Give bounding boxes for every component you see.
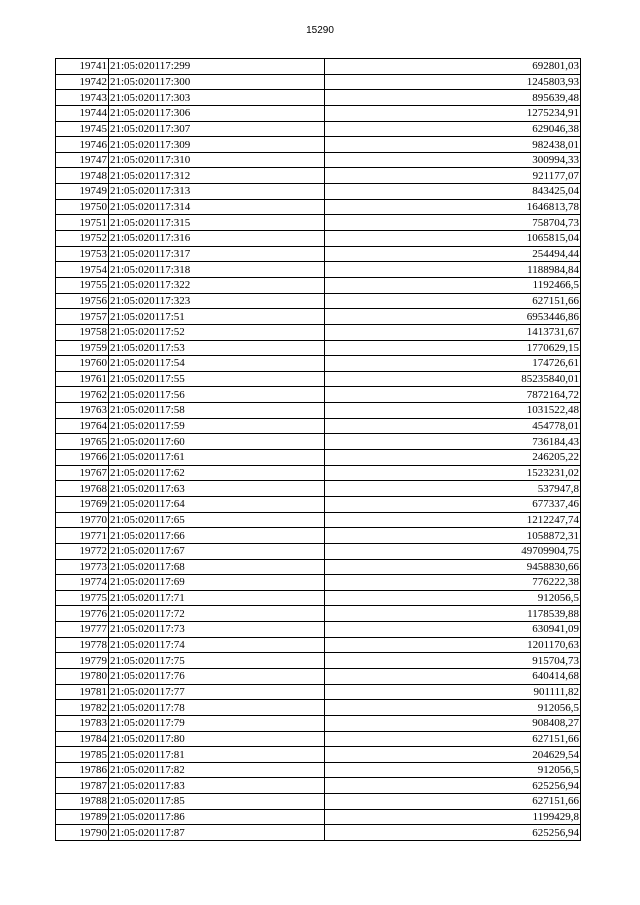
cadastral-value-cell: 692801,03 — [325, 59, 581, 75]
row-number-cell: 19744 — [56, 105, 109, 121]
cadastral-value-cell: 843425,04 — [325, 184, 581, 200]
row-number-cell: 19759 — [56, 340, 109, 356]
row-number-cell: 19764 — [56, 418, 109, 434]
table-row — [56, 700, 581, 716]
cadastral-value-cell: 895639,48 — [325, 90, 581, 106]
table-row — [56, 356, 581, 372]
row-number-cell: 19752 — [56, 231, 109, 247]
row-number-cell: 19787 — [56, 778, 109, 794]
table-row — [56, 371, 581, 387]
cadastral-number-cell: 21:05:020117:80 — [109, 731, 325, 747]
table-body — [56, 59, 581, 841]
table-row — [56, 121, 581, 137]
table-row — [56, 184, 581, 200]
row-number-cell: 19790 — [56, 825, 109, 841]
table-row — [56, 809, 581, 825]
cadastral-value-cell: 1192466,5 — [325, 277, 581, 293]
cadastral-value-cell: 174726,61 — [325, 356, 581, 372]
cadastral-number-cell: 21:05:020117:60 — [109, 434, 325, 450]
cadastral-value-cell: 915704,73 — [325, 653, 581, 669]
row-number-cell: 19763 — [56, 403, 109, 419]
table-row — [56, 137, 581, 153]
cadastral-number-cell: 21:05:020117:77 — [109, 684, 325, 700]
row-number-cell: 19754 — [56, 262, 109, 278]
table-row — [56, 465, 581, 481]
table-row — [56, 543, 581, 559]
cadastral-value-cell: 901111,82 — [325, 684, 581, 700]
table-row — [56, 481, 581, 497]
cadastral-number-cell: 21:05:020117:85 — [109, 794, 325, 810]
cadastral-value-cell: 1212247,74 — [325, 512, 581, 528]
cadastral-number-cell: 21:05:020117:68 — [109, 559, 325, 575]
row-number-cell: 19779 — [56, 653, 109, 669]
table-row — [56, 293, 581, 309]
cadastral-number-cell: 21:05:020117:83 — [109, 778, 325, 794]
table-row — [56, 778, 581, 794]
row-number-cell: 19745 — [56, 121, 109, 137]
cadastral-value-cell: 1275234,91 — [325, 105, 581, 121]
table-row — [56, 403, 581, 419]
cadastral-number-cell: 21:05:020117:309 — [109, 137, 325, 153]
table-row — [56, 152, 581, 168]
row-number-cell: 19778 — [56, 637, 109, 653]
cadastral-number-cell: 21:05:020117:317 — [109, 246, 325, 262]
row-number-cell: 19753 — [56, 246, 109, 262]
cadastral-number-cell: 21:05:020117:82 — [109, 762, 325, 778]
cadastral-value-cell: 300994,33 — [325, 152, 581, 168]
cadastral-value-cell: 537947,8 — [325, 481, 581, 497]
row-number-cell: 19760 — [56, 356, 109, 372]
cadastral-value-cell: 246205,22 — [325, 450, 581, 466]
row-number-cell: 19766 — [56, 450, 109, 466]
table-row — [56, 74, 581, 90]
table-row — [56, 90, 581, 106]
cadastral-value-cell: 1201170,63 — [325, 637, 581, 653]
row-number-cell: 19783 — [56, 715, 109, 731]
cadastral-value-cell: 736184,43 — [325, 434, 581, 450]
page-number: 15290 — [306, 25, 334, 36]
row-number-cell: 19756 — [56, 293, 109, 309]
cadastral-number-cell: 21:05:020117:71 — [109, 590, 325, 606]
cadastral-number-cell: 21:05:020117:79 — [109, 715, 325, 731]
table-row — [56, 590, 581, 606]
row-number-cell: 19746 — [56, 137, 109, 153]
cadastral-value-cell: 1031522,48 — [325, 403, 581, 419]
cadastral-value-cell: 9458830,66 — [325, 559, 581, 575]
row-number-cell: 19761 — [56, 371, 109, 387]
cadastral-number-cell: 21:05:020117:62 — [109, 465, 325, 481]
cadastral-number-cell: 21:05:020117:300 — [109, 74, 325, 90]
table-row — [56, 324, 581, 340]
cadastral-number-cell: 21:05:020117:74 — [109, 637, 325, 653]
cadastral-number-cell: 21:05:020117:67 — [109, 543, 325, 559]
table-row — [56, 340, 581, 356]
table-row — [56, 450, 581, 466]
table-row — [56, 418, 581, 434]
cadastral-value-cell: 1413731,67 — [325, 324, 581, 340]
cadastral-number-cell: 21:05:020117:55 — [109, 371, 325, 387]
cadastral-value-cell: 758704,73 — [325, 215, 581, 231]
cadastral-number-cell: 21:05:020117:69 — [109, 575, 325, 591]
row-number-cell: 19788 — [56, 794, 109, 810]
table-row — [56, 606, 581, 622]
table-row — [56, 105, 581, 121]
cadastral-value-cell: 6953446,86 — [325, 309, 581, 325]
table-row — [56, 246, 581, 262]
table-row — [56, 762, 581, 778]
table-row — [56, 559, 581, 575]
table-row — [56, 309, 581, 325]
row-number-cell: 19772 — [56, 543, 109, 559]
row-number-cell: 19775 — [56, 590, 109, 606]
cadastral-number-cell: 21:05:020117:78 — [109, 700, 325, 716]
cadastral-value-cell: 640414,68 — [325, 668, 581, 684]
cadastral-value-cell: 1770629,15 — [325, 340, 581, 356]
row-number-cell: 19769 — [56, 496, 109, 512]
cadastral-number-cell: 21:05:020117:86 — [109, 809, 325, 825]
cadastral-number-cell: 21:05:020117:51 — [109, 309, 325, 325]
cadastral-number-cell: 21:05:020117:72 — [109, 606, 325, 622]
cadastral-value-cell: 254494,44 — [325, 246, 581, 262]
table-row — [56, 59, 581, 75]
cadastral-value-cell: 1523231,02 — [325, 465, 581, 481]
table-row — [56, 277, 581, 293]
cadastral-number-cell: 21:05:020117:310 — [109, 152, 325, 168]
cadastral-number-cell: 21:05:020117:81 — [109, 747, 325, 763]
table-row — [56, 168, 581, 184]
row-number-cell: 19741 — [56, 59, 109, 75]
cadastral-value-cell: 454778,01 — [325, 418, 581, 434]
cadastral-number-cell: 21:05:020117:54 — [109, 356, 325, 372]
row-number-cell: 19747 — [56, 152, 109, 168]
cadastral-number-cell: 21:05:020117:56 — [109, 387, 325, 403]
table-row — [56, 825, 581, 841]
row-number-cell: 19774 — [56, 575, 109, 591]
cadastral-value-cell: 7872164,72 — [325, 387, 581, 403]
cadastral-number-cell: 21:05:020117:307 — [109, 121, 325, 137]
row-number-cell: 19777 — [56, 622, 109, 638]
cadastral-value-cell: 908408,27 — [325, 715, 581, 731]
cadastral-number-cell: 21:05:020117:318 — [109, 262, 325, 278]
cadastral-value-cell: 629046,38 — [325, 121, 581, 137]
row-number-cell: 19784 — [56, 731, 109, 747]
row-number-cell: 19767 — [56, 465, 109, 481]
table-row — [56, 512, 581, 528]
cadastral-number-cell: 21:05:020117:53 — [109, 340, 325, 356]
cadastral-value-cell: 204629,54 — [325, 747, 581, 763]
cadastral-number-cell: 21:05:020117:59 — [109, 418, 325, 434]
cadastral-number-cell: 21:05:020117:52 — [109, 324, 325, 340]
cadastral-number-cell: 21:05:020117:87 — [109, 825, 325, 841]
table-row — [56, 528, 581, 544]
cadastral-number-cell: 21:05:020117:66 — [109, 528, 325, 544]
table-row — [56, 668, 581, 684]
row-number-cell: 19776 — [56, 606, 109, 622]
table-row — [56, 262, 581, 278]
table-row — [56, 622, 581, 638]
table-row — [56, 731, 581, 747]
row-number-cell: 19757 — [56, 309, 109, 325]
cadastral-number-cell: 21:05:020117:61 — [109, 450, 325, 466]
cadastral-value-cell: 677337,46 — [325, 496, 581, 512]
cadastral-value-cell: 85235840,01 — [325, 371, 581, 387]
table-row — [56, 747, 581, 763]
cadastral-value-cell: 625256,94 — [325, 778, 581, 794]
cadastral-value-cell: 625256,94 — [325, 825, 581, 841]
cadastral-number-cell: 21:05:020117:314 — [109, 199, 325, 215]
cadastral-number-cell: 21:05:020117:323 — [109, 293, 325, 309]
row-number-cell: 19782 — [56, 700, 109, 716]
table-row — [56, 575, 581, 591]
row-number-cell: 19755 — [56, 277, 109, 293]
cadastral-number-cell: 21:05:020117:64 — [109, 496, 325, 512]
row-number-cell: 19765 — [56, 434, 109, 450]
row-number-cell: 19785 — [56, 747, 109, 763]
table-row — [56, 387, 581, 403]
cadastral-number-cell: 21:05:020117:75 — [109, 653, 325, 669]
row-number-cell: 19751 — [56, 215, 109, 231]
table-row — [56, 794, 581, 810]
cadastral-value-cell: 1245803,93 — [325, 74, 581, 90]
cadastral-value-cell: 1058872,31 — [325, 528, 581, 544]
cadastral-value-cell: 1065815,04 — [325, 231, 581, 247]
table-row — [56, 231, 581, 247]
cadastral-number-cell: 21:05:020117:58 — [109, 403, 325, 419]
row-number-cell: 19773 — [56, 559, 109, 575]
table-row — [56, 199, 581, 215]
cadastral-value-cell: 1199429,8 — [325, 809, 581, 825]
cadastral-value-cell: 982438,01 — [325, 137, 581, 153]
table-row — [56, 684, 581, 700]
row-number-cell: 19748 — [56, 168, 109, 184]
cadastral-value-cell: 49709904,75 — [325, 543, 581, 559]
cadastral-number-cell: 21:05:020117:322 — [109, 277, 325, 293]
table-row — [56, 637, 581, 653]
cadastral-value-cell: 912056,5 — [325, 590, 581, 606]
row-number-cell: 19780 — [56, 668, 109, 684]
cadastral-number-cell: 21:05:020117:313 — [109, 184, 325, 200]
cadastral-number-cell: 21:05:020117:316 — [109, 231, 325, 247]
cadastral-value-cell: 776222,38 — [325, 575, 581, 591]
row-number-cell: 19771 — [56, 528, 109, 544]
cadastral-number-cell: 21:05:020117:315 — [109, 215, 325, 231]
cadastral-value-cell: 1178539,88 — [325, 606, 581, 622]
cadastral-value-cell: 912056,5 — [325, 762, 581, 778]
cadastral-value-table — [55, 58, 581, 841]
row-number-cell: 19770 — [56, 512, 109, 528]
row-number-cell: 19750 — [56, 199, 109, 215]
row-number-cell: 19768 — [56, 481, 109, 497]
row-number-cell: 19742 — [56, 74, 109, 90]
cadastral-number-cell: 21:05:020117:65 — [109, 512, 325, 528]
row-number-cell: 19743 — [56, 90, 109, 106]
cadastral-number-cell: 21:05:020117:312 — [109, 168, 325, 184]
table-row — [56, 715, 581, 731]
cadastral-number-cell: 21:05:020117:63 — [109, 481, 325, 497]
cadastral-value-cell: 912056,5 — [325, 700, 581, 716]
row-number-cell: 19781 — [56, 684, 109, 700]
table-row — [56, 434, 581, 450]
row-number-cell: 19758 — [56, 324, 109, 340]
row-number-cell: 19762 — [56, 387, 109, 403]
cadastral-value-cell: 627151,66 — [325, 293, 581, 309]
cadastral-number-cell: 21:05:020117:303 — [109, 90, 325, 106]
table-row — [56, 215, 581, 231]
cadastral-number-cell: 21:05:020117:73 — [109, 622, 325, 638]
row-number-cell: 19789 — [56, 809, 109, 825]
cadastral-number-cell: 21:05:020117:306 — [109, 105, 325, 121]
table-row — [56, 653, 581, 669]
cadastral-value-cell: 1646813,78 — [325, 199, 581, 215]
cadastral-number-cell: 21:05:020117:76 — [109, 668, 325, 684]
cadastral-value-cell: 627151,66 — [325, 794, 581, 810]
cadastral-value-cell: 921177,07 — [325, 168, 581, 184]
cadastral-number-cell: 21:05:020117:299 — [109, 59, 325, 75]
row-number-cell: 19786 — [56, 762, 109, 778]
cadastral-value-cell: 1188984,84 — [325, 262, 581, 278]
cadastral-value-cell: 630941,09 — [325, 622, 581, 638]
cadastral-value-cell: 627151,66 — [325, 731, 581, 747]
table-row — [56, 496, 581, 512]
row-number-cell: 19749 — [56, 184, 109, 200]
